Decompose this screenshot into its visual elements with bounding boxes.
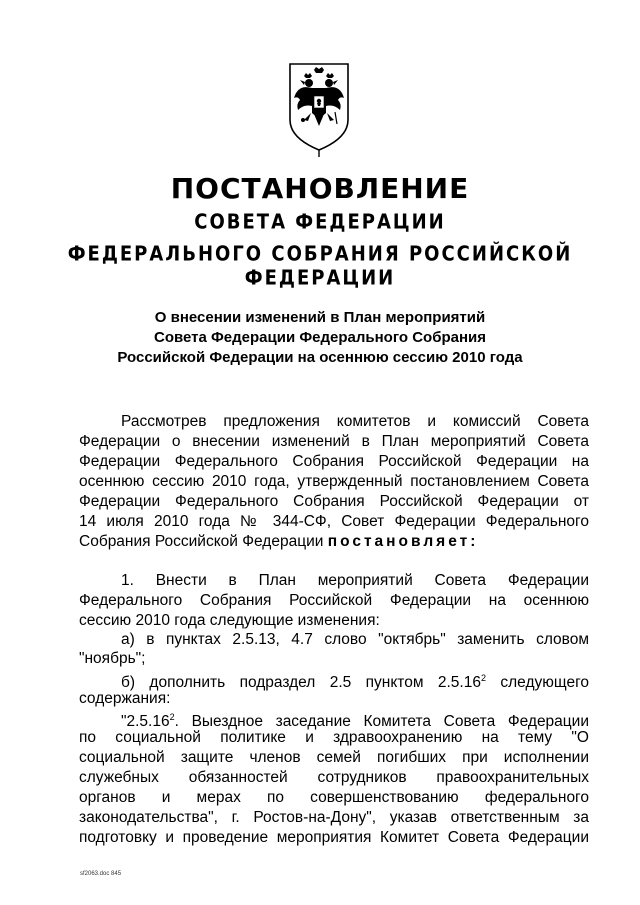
body-line: законодательства", г. Ростов-на-Дону", указав ответственным за (79, 809, 589, 826)
body-line: осеннюю сессию 2010 года, утвержденный постановлением Совета (79, 473, 589, 490)
issuer-line-1: СОВЕТА ФЕДЕРАЦИИ (194, 210, 446, 235)
body-text: Собрания Российской Федерации (79, 533, 324, 550)
body-line: подготовку и проведение мероприятия Комитет Совета Федерации (79, 829, 589, 846)
body-line: а) в пунктах 2.5.13, 4.7 слово "октябрь" заменить словом (121, 631, 589, 648)
body-line: служебных обязанностей сотрудников правоохранительных (79, 769, 589, 786)
coat-of-arms-icon (284, 58, 354, 158)
body-text: "2.5.16 (121, 713, 170, 731)
file-reference: sf2063.doc 845 (80, 871, 122, 877)
body-line: Федерального Собрания Российской Федерации на осеннюю (79, 592, 589, 609)
subject-line: Совета Федерации Федерального Собрания (153, 329, 487, 346)
body-line: содержания: (79, 690, 171, 707)
body-line: "ноябрь"; (79, 650, 146, 667)
body-line: Рассмотрев предложения комитетов и комиссий Совета (121, 413, 589, 430)
body-line: Федерации о внесении изменений в План мероприятий Совета (79, 433, 589, 450)
body-text: . Выездное заседание Комитета Совета Федерации (174, 713, 589, 731)
body-text: б) дополнить подраздел 2.5 пунктом 2.5.16 (121, 674, 481, 692)
resolution-keyword: постановляет: (327, 533, 479, 550)
body-line: Федерации Федерального Собрания Российской Федерации от (79, 493, 589, 510)
subject-line: О внесении изменений в План мероприятий (154, 309, 486, 326)
superscript: 2 (480, 673, 486, 683)
body-line: социальной защите членов семей погибших при исполнении (79, 749, 589, 766)
body-line: сессию 2010 года следующие изменения: (79, 612, 380, 629)
superscript: 2 (169, 712, 175, 722)
subject-line: Российской Федерации на осеннюю сессию 2010 года (117, 349, 523, 366)
issuer-line-2: ФЕДЕРАЛЬНОГО СОБРАНИЯ РОССИЙСКОЙ ФЕДЕРАЦИИ (67, 242, 573, 291)
body-line: 1. Внести в План мероприятий Совета Федерации (121, 572, 589, 589)
body-line: органов и мерах по совершенствованию федерального (79, 789, 589, 806)
body-line (79, 532, 589, 551)
body-text: следующего (486, 674, 590, 692)
document-title: ПОСТАНОВЛЕНИЕ (170, 172, 470, 205)
body-line: Федерации Федерального Собрания Российской Федерации на (79, 453, 589, 470)
body-line: 14 июля 2010 года № 344-СФ, Совет Федерации Федерального (79, 513, 589, 530)
body-line: по социальной политике и здравоохранению на тему "О (79, 729, 589, 746)
